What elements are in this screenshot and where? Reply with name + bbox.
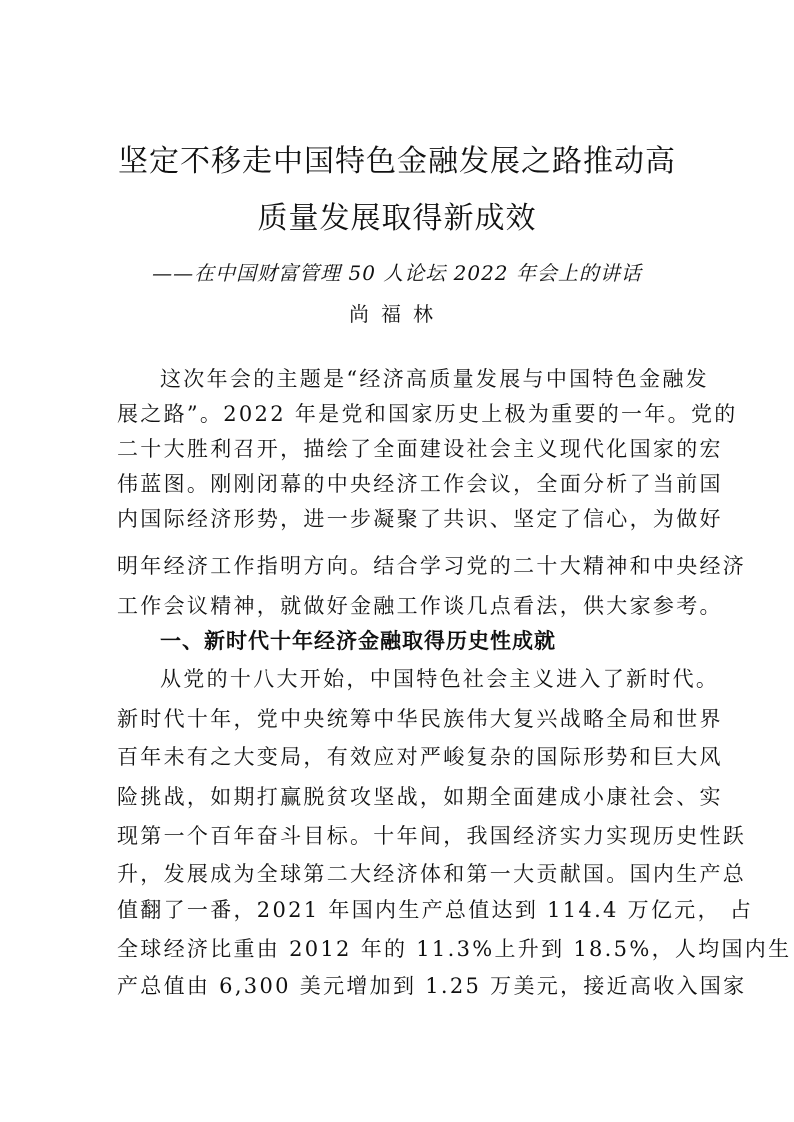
document-title-line-2: 质量发展取得新成效 bbox=[257, 201, 537, 236]
paragraph-1-line-2: 展之路”。2022 年是党和国家历史上极为重要的一年。党的 bbox=[117, 402, 738, 426]
paragraph-1-line-4: 伟蓝图。刚刚闭幕的中央经济工作会议，全面分析了当前国 bbox=[117, 472, 723, 496]
paragraph-1-line-1: 这次年会的主题是“经济高质量发展与中国特色金融发 bbox=[160, 367, 709, 391]
document-title-line-1: 坚定不移走中国特色金融发展之路推动高 bbox=[118, 144, 676, 179]
section-1-heading: 一、新时代十年经济金融取得历史性成就 bbox=[160, 629, 556, 653]
paragraph-2-line-2: 新时代十年，党中央统筹中华民族伟大复兴战略全局和世界 bbox=[117, 707, 723, 731]
paragraph-2-line-3: 百年未有之大变局，有效应对严峻复杂的国际形势和巨大风 bbox=[117, 745, 723, 769]
document-author: 尚福林 bbox=[349, 302, 445, 326]
paragraph-2-line-9: 产总值由 6,300 美元增加到 1.25 万美元，接近高收入国家 bbox=[117, 974, 747, 998]
paragraph-1-line-6: 明年经济工作指明方向。结合学习党的二十大精神和中央经济 bbox=[117, 554, 747, 578]
paragraph-2-line-5: 现第一个百年奋斗目标。十年间，我国经济实力实现历史性跃 bbox=[117, 824, 747, 848]
paragraph-1-line-7: 工作会议精神，就做好金融工作谈几点看法，供大家参考。 bbox=[117, 594, 723, 618]
document-subtitle: ——在中国财富管理 50 人论坛 2022 年会上的讲话 bbox=[152, 261, 642, 285]
paragraph-1-line-3: 二十大胜利召开，描绘了全面建设社会主义现代化国家的宏 bbox=[117, 437, 723, 461]
paragraph-1-line-5: 内国际经济形势，进一步凝聚了共识、坚定了信心，为做好 bbox=[117, 507, 723, 531]
paragraph-2-line-1: 从党的十八大开始，中国特色社会主义进入了新时代。 bbox=[160, 667, 720, 691]
paragraph-2-line-7: 值翻了一番，2021 年国内生产总值达到 114.4 万亿元， 占 bbox=[117, 898, 754, 922]
paragraph-2-line-6: 升，发展成为全球第二大经济体和第一大贡献国。国内生产总 bbox=[117, 862, 747, 886]
paragraph-2-line-4: 险挑战，如期打赢脱贫攻坚战，如期全面建成小康社会、实 bbox=[117, 785, 723, 809]
paragraph-2-line-8: 全球经济比重由 2012 年的 11.3%上升到 18.5%，人均国内生 bbox=[117, 937, 792, 961]
